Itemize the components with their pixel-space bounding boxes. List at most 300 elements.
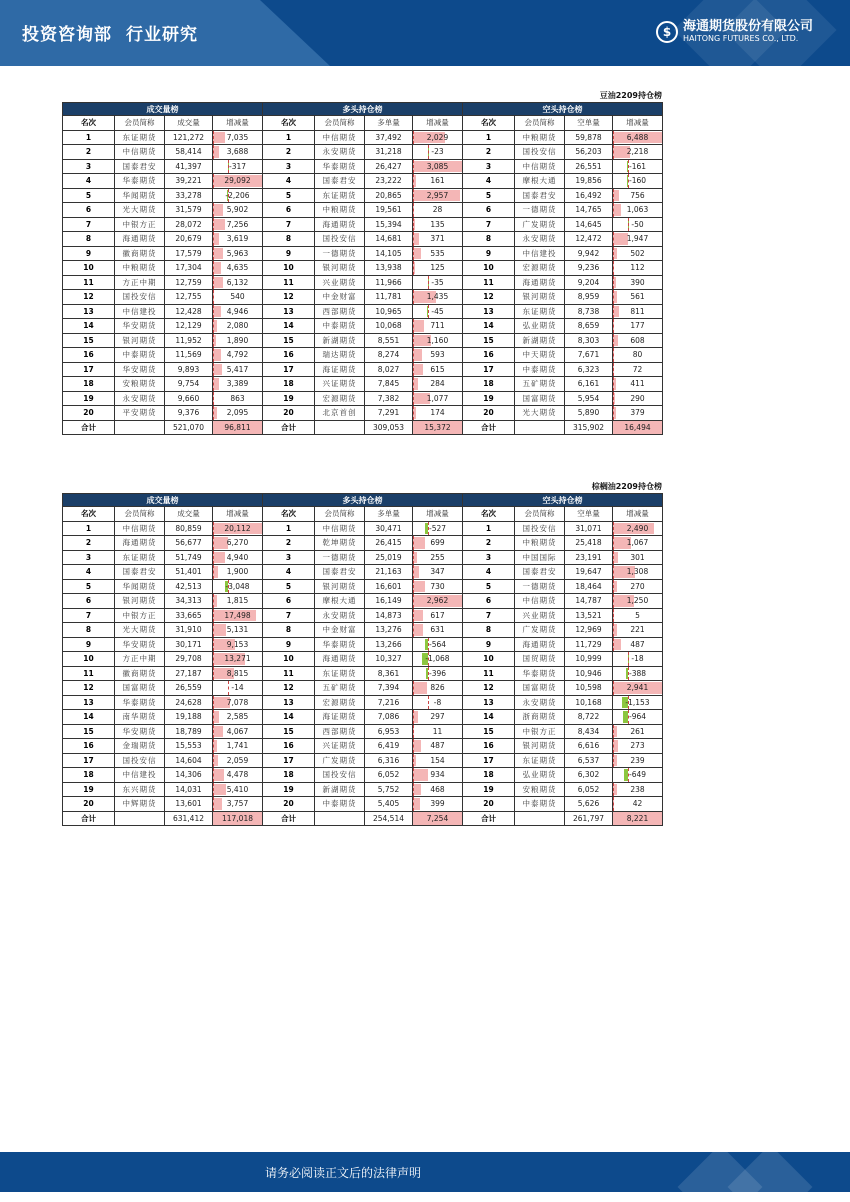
amount-cell: 6,316	[365, 753, 413, 768]
page-footer	[0, 1152, 850, 1192]
amount-cell: 23,191	[565, 550, 613, 565]
amount-cell: 6,419	[365, 739, 413, 754]
member-cell: 永安期货	[515, 695, 565, 710]
member-cell: 南华期货	[115, 710, 165, 725]
change-value: 1,947	[626, 234, 649, 244]
amount-cell: 37,492	[365, 130, 413, 145]
member-cell: 中信期货	[315, 521, 365, 536]
rank-cell: 20	[63, 797, 115, 812]
change-value: 261	[630, 726, 645, 736]
change-value: 174	[430, 408, 445, 418]
member-cell: 五矿期货	[515, 377, 565, 392]
member-cell: 海通期货	[515, 275, 565, 290]
rank-cell: 1	[263, 130, 315, 145]
amount-cell: 34,313	[165, 594, 213, 609]
member-cell: 平安期货	[115, 406, 165, 421]
change-cell	[413, 217, 463, 232]
amount-cell: 9,893	[165, 362, 213, 377]
member-cell: 海通期货	[315, 217, 365, 232]
amount-cell: 6,302	[565, 768, 613, 783]
rank-cell: 14	[463, 710, 515, 725]
change-cell	[413, 753, 463, 768]
column-header-change: 增减量	[213, 116, 263, 131]
rank-cell: 16	[263, 739, 315, 754]
change-value: 13,271	[224, 654, 251, 664]
rank-cell: 12	[63, 681, 115, 696]
member-cell: 东证期货	[515, 753, 565, 768]
member-cell: 一德期货	[315, 550, 365, 565]
rank-cell: 7	[263, 608, 315, 623]
amount-cell: 26,551	[565, 159, 613, 174]
change-value: -396	[428, 668, 447, 678]
rank-cell: 2	[263, 536, 315, 551]
member-cell: 国富期货	[515, 681, 565, 696]
table-title: 棕榈油2209持仓榜	[591, 482, 662, 491]
rank-cell: 15	[463, 333, 515, 348]
table-row	[63, 666, 663, 681]
change-value: 826	[430, 683, 445, 693]
total-label: 合计	[63, 420, 115, 435]
rank-cell: 16	[63, 348, 115, 363]
column-header-volume: 成交量	[165, 507, 213, 522]
change-cell	[613, 261, 663, 276]
change-value: 617	[430, 610, 445, 620]
member-cell: 安粮期货	[515, 782, 565, 797]
table-row	[63, 232, 663, 247]
change-cell	[613, 232, 663, 247]
change-cell	[613, 391, 663, 406]
amount-cell: 26,559	[165, 681, 213, 696]
change-value: 631	[430, 625, 445, 635]
amount-cell: 12,428	[165, 304, 213, 319]
member-cell: 银河期货	[515, 739, 565, 754]
amount-cell: 14,873	[365, 608, 413, 623]
change-value: 502	[630, 248, 645, 258]
amount-cell: 8,027	[365, 362, 413, 377]
amount-cell: 59,878	[565, 130, 613, 145]
amount-cell: 6,323	[565, 362, 613, 377]
rank-cell: 8	[263, 232, 315, 247]
change-cell	[413, 565, 463, 580]
column-header-short: 空单量	[565, 116, 613, 131]
change-cell	[413, 550, 463, 565]
empty-cell	[115, 811, 165, 826]
member-cell: 国泰君安	[115, 565, 165, 580]
rank-cell: 6	[263, 203, 315, 218]
table-row	[63, 782, 663, 797]
rank-cell: 4	[263, 565, 315, 580]
change-cell	[613, 753, 663, 768]
rank-cell: 18	[63, 768, 115, 783]
change-value: 2,941	[626, 683, 649, 693]
amount-cell: 8,361	[365, 666, 413, 681]
member-cell: 中金财富	[315, 623, 365, 638]
change-cell	[613, 623, 663, 638]
change-value: 273	[630, 741, 645, 751]
positive-change-bar	[213, 769, 224, 781]
rank-cell: 5	[63, 579, 115, 594]
change-value: 5,417	[226, 364, 249, 374]
rank-cell: 9	[463, 637, 515, 652]
member-cell: 东证期货	[115, 130, 165, 145]
empty-cell	[515, 811, 565, 826]
member-cell: 中泰期货	[515, 797, 565, 812]
member-cell: 中辉期货	[115, 797, 165, 812]
amount-cell: 6,161	[565, 377, 613, 392]
member-cell: 宏源期货	[315, 695, 365, 710]
rank-cell: 10	[63, 261, 115, 276]
rank-cell: 2	[263, 145, 315, 160]
amount-cell: 14,105	[365, 246, 413, 261]
change-cell	[613, 348, 663, 363]
change-value: 3,619	[226, 234, 249, 244]
table-row	[63, 565, 663, 580]
member-cell: 东证期货	[515, 304, 565, 319]
amount-cell: 15,553	[165, 739, 213, 754]
change-value: -160	[628, 176, 647, 186]
change-value: 487	[430, 741, 445, 751]
change-cell	[413, 652, 463, 667]
member-cell: 安粮期货	[115, 377, 165, 392]
amount-cell: 7,291	[365, 406, 413, 421]
member-cell: 海证期货	[315, 710, 365, 725]
change-cell	[613, 782, 663, 797]
change-value: 4,792	[226, 350, 249, 360]
change-value: 3,757	[226, 799, 249, 809]
group-header: 多头持仓榜	[263, 103, 463, 116]
amount-cell: 56,677	[165, 536, 213, 551]
change-cell	[213, 768, 263, 783]
change-cell	[213, 681, 263, 696]
member-cell: 华闻期货	[115, 579, 165, 594]
member-cell: 中银方正	[115, 217, 165, 232]
member-cell: 中泰期货	[515, 362, 565, 377]
rank-cell: 18	[463, 377, 515, 392]
member-cell: 广发期货	[515, 217, 565, 232]
change-cell	[613, 637, 663, 652]
positive-change-bar	[213, 219, 225, 231]
amount-cell: 51,749	[165, 550, 213, 565]
member-cell: 金瑞期货	[115, 739, 165, 754]
amount-cell: 5,405	[365, 797, 413, 812]
rank-cell: 8	[63, 623, 115, 638]
total-change: 96,811	[213, 420, 263, 435]
change-value: 3,085	[426, 161, 449, 171]
total-amount: 254,514	[365, 811, 413, 826]
amount-cell: 7,845	[365, 377, 413, 392]
change-cell	[613, 159, 663, 174]
member-cell: 华闻期货	[115, 188, 165, 203]
change-value: -2,206	[225, 190, 250, 200]
amount-cell: 9,660	[165, 391, 213, 406]
change-value: 535	[430, 248, 445, 258]
amount-cell: 80,859	[165, 521, 213, 536]
change-value: 347	[430, 567, 445, 577]
amount-cell: 8,959	[565, 290, 613, 305]
change-cell	[213, 406, 263, 421]
change-value: 6,132	[226, 277, 249, 287]
member-cell: 乾坤期货	[315, 536, 365, 551]
amount-cell: 8,274	[365, 348, 413, 363]
member-cell: 东证期货	[315, 188, 365, 203]
member-cell: 永安期货	[315, 608, 365, 623]
change-cell	[213, 739, 263, 754]
positive-change-bar	[613, 233, 628, 245]
rank-cell: 17	[63, 753, 115, 768]
amount-cell: 17,304	[165, 261, 213, 276]
change-cell	[613, 565, 663, 580]
table-row	[63, 652, 663, 667]
change-value: 811	[630, 306, 645, 316]
member-cell: 中泰期货	[315, 797, 365, 812]
amount-cell: 5,752	[365, 782, 413, 797]
change-cell	[413, 695, 463, 710]
change-value: 221	[630, 625, 645, 635]
change-value: 5,963	[226, 248, 249, 258]
rank-cell: 18	[263, 377, 315, 392]
total-label: 合计	[63, 811, 115, 826]
member-cell: 东兴期货	[115, 782, 165, 797]
rank-cell: 10	[263, 652, 315, 667]
member-cell: 东证期货	[315, 666, 365, 681]
rank-cell: 9	[263, 637, 315, 652]
amount-cell: 14,765	[565, 203, 613, 218]
member-cell: 方正中期	[115, 652, 165, 667]
table-row	[63, 290, 663, 305]
column-header-member: 会员简称	[515, 116, 565, 131]
change-cell	[413, 145, 463, 160]
change-value: 125	[430, 263, 445, 273]
member-cell: 中信建投	[515, 246, 565, 261]
amount-cell: 10,965	[365, 304, 413, 319]
change-cell	[213, 246, 263, 261]
rank-cell: 19	[463, 782, 515, 797]
amount-cell: 7,394	[365, 681, 413, 696]
table-row	[63, 217, 663, 232]
change-value: 135	[430, 219, 445, 229]
change-cell	[613, 130, 663, 145]
change-value: 4,635	[226, 263, 249, 273]
column-header-member: 会员简称	[115, 116, 165, 131]
rank-cell: 19	[263, 782, 315, 797]
member-cell: 国富期货	[515, 391, 565, 406]
change-value: -8	[433, 697, 442, 707]
change-value: 17,498	[224, 610, 251, 620]
member-cell: 兴证期货	[315, 377, 365, 392]
change-cell	[213, 319, 263, 334]
amount-cell: 20,865	[365, 188, 413, 203]
column-header-member: 会员简称	[315, 507, 365, 522]
column-header-rank: 名次	[263, 116, 315, 131]
amount-cell: 31,579	[165, 203, 213, 218]
member-cell: 国投安信	[315, 768, 365, 783]
rank-cell: 14	[263, 710, 315, 725]
member-cell: 中天期货	[515, 348, 565, 363]
positive-change-bar	[413, 537, 425, 549]
member-cell: 国投安信	[315, 232, 365, 247]
change-cell	[613, 217, 663, 232]
table-row	[63, 550, 663, 565]
amount-cell: 58,414	[165, 145, 213, 160]
amount-cell: 19,188	[165, 710, 213, 725]
change-cell	[413, 246, 463, 261]
change-cell	[613, 246, 663, 261]
change-value: -964	[628, 712, 647, 722]
change-cell	[613, 536, 663, 551]
member-cell: 一德期货	[315, 246, 365, 261]
change-value: 699	[430, 538, 445, 548]
amount-cell: 31,910	[165, 623, 213, 638]
company-name-en: HAITONG FUTURES CO., LTD.	[683, 34, 799, 43]
change-value: 2,095	[226, 408, 249, 418]
amount-cell: 7,382	[365, 391, 413, 406]
amount-cell: 16,492	[565, 188, 613, 203]
member-cell: 中银方正	[515, 724, 565, 739]
change-value: 4,478	[226, 770, 249, 780]
change-value: 1,160	[426, 335, 449, 345]
change-cell	[213, 608, 263, 623]
table-row	[63, 261, 663, 276]
positive-change-bar	[413, 349, 422, 361]
change-value: -564	[428, 639, 447, 649]
rank-cell: 11	[63, 275, 115, 290]
change-cell	[213, 797, 263, 812]
change-cell	[613, 188, 663, 203]
rank-cell: 10	[63, 652, 115, 667]
member-cell: 方正中期	[115, 275, 165, 290]
change-value: 239	[630, 755, 645, 765]
change-value: 11	[432, 726, 443, 736]
change-value: -3,048	[225, 581, 250, 591]
change-cell	[413, 362, 463, 377]
change-cell	[613, 681, 663, 696]
member-cell: 弘业期货	[515, 319, 565, 334]
change-cell	[413, 333, 463, 348]
amount-cell: 13,601	[165, 797, 213, 812]
rank-cell: 16	[263, 348, 315, 363]
change-value: 2,490	[626, 523, 649, 533]
positive-change-bar	[613, 204, 621, 216]
rank-cell: 7	[463, 608, 515, 623]
amount-cell: 11,966	[365, 275, 413, 290]
change-cell	[213, 391, 263, 406]
total-change: 16,494	[613, 420, 663, 435]
change-cell	[613, 608, 663, 623]
page-header	[0, 0, 850, 66]
amount-cell: 9,204	[565, 275, 613, 290]
change-cell	[213, 159, 263, 174]
change-cell	[613, 362, 663, 377]
member-cell: 永安期货	[115, 391, 165, 406]
member-cell: 海通期货	[115, 536, 165, 551]
column-header-rank: 名次	[463, 507, 515, 522]
rank-cell: 8	[63, 232, 115, 247]
change-cell	[413, 377, 463, 392]
amount-cell: 31,071	[565, 521, 613, 536]
member-cell: 兴业期货	[315, 275, 365, 290]
change-cell	[213, 130, 263, 145]
change-value: 1,308	[626, 567, 649, 577]
amount-cell: 26,415	[365, 536, 413, 551]
change-value: 301	[630, 552, 645, 562]
positive-change-bar	[213, 552, 225, 564]
change-cell	[413, 623, 463, 638]
table-row	[63, 348, 663, 363]
change-value: 72	[632, 364, 643, 374]
member-cell: 国投安信	[115, 290, 165, 305]
change-value: 863	[230, 393, 245, 403]
change-value: 6,270	[226, 538, 249, 548]
member-cell: 华泰期货	[315, 159, 365, 174]
amount-cell: 14,306	[165, 768, 213, 783]
rank-cell: 5	[63, 188, 115, 203]
rank-cell: 2	[463, 536, 515, 551]
table-row	[63, 739, 663, 754]
rank-cell: 15	[463, 724, 515, 739]
rank-cell: 6	[263, 594, 315, 609]
amount-cell: 14,787	[565, 594, 613, 609]
amount-cell: 16,601	[365, 579, 413, 594]
member-cell: 一德期货	[515, 203, 565, 218]
change-value: 4,940	[226, 552, 249, 562]
amount-cell: 13,266	[365, 637, 413, 652]
change-value: 1,741	[226, 741, 249, 751]
change-cell	[213, 579, 263, 594]
member-cell: 五矿期货	[315, 681, 365, 696]
total-amount: 261,797	[565, 811, 613, 826]
amount-cell: 12,759	[165, 275, 213, 290]
rank-cell: 10	[463, 261, 515, 276]
rank-cell: 20	[463, 406, 515, 421]
member-cell: 华泰期货	[515, 666, 565, 681]
amount-cell: 18,464	[565, 579, 613, 594]
change-cell	[413, 797, 463, 812]
change-value: 42	[632, 799, 643, 809]
change-value: -317	[228, 161, 247, 171]
change-cell	[213, 594, 263, 609]
change-cell	[613, 174, 663, 189]
table-row	[63, 246, 663, 261]
change-value: 1,890	[226, 335, 249, 345]
change-value: -45	[431, 306, 444, 316]
member-cell: 中信期货	[115, 521, 165, 536]
column-header-rank: 名次	[463, 116, 515, 131]
rank-cell: 8	[463, 623, 515, 638]
member-cell: 北京首创	[315, 406, 365, 421]
amount-cell: 10,168	[565, 695, 613, 710]
change-cell	[613, 290, 663, 305]
rank-cell: 4	[463, 565, 515, 580]
amount-cell: 25,019	[365, 550, 413, 565]
change-cell	[613, 145, 663, 160]
change-value: 379	[630, 408, 645, 418]
change-value: 2,962	[426, 596, 449, 606]
change-cell	[613, 550, 663, 565]
positive-change-bar	[213, 537, 228, 549]
table-row	[63, 275, 663, 290]
rank-cell: 11	[463, 275, 515, 290]
amount-cell: 12,472	[565, 232, 613, 247]
change-cell	[613, 724, 663, 739]
change-value: 934	[430, 770, 445, 780]
column-header-change: 增减量	[413, 116, 463, 131]
column-header-member: 会员简称	[515, 507, 565, 522]
amount-cell: 11,569	[165, 348, 213, 363]
rank-cell: 3	[463, 550, 515, 565]
amount-cell: 19,647	[565, 565, 613, 580]
group-header: 多头持仓榜	[263, 494, 463, 507]
total-amount: 315,902	[565, 420, 613, 435]
